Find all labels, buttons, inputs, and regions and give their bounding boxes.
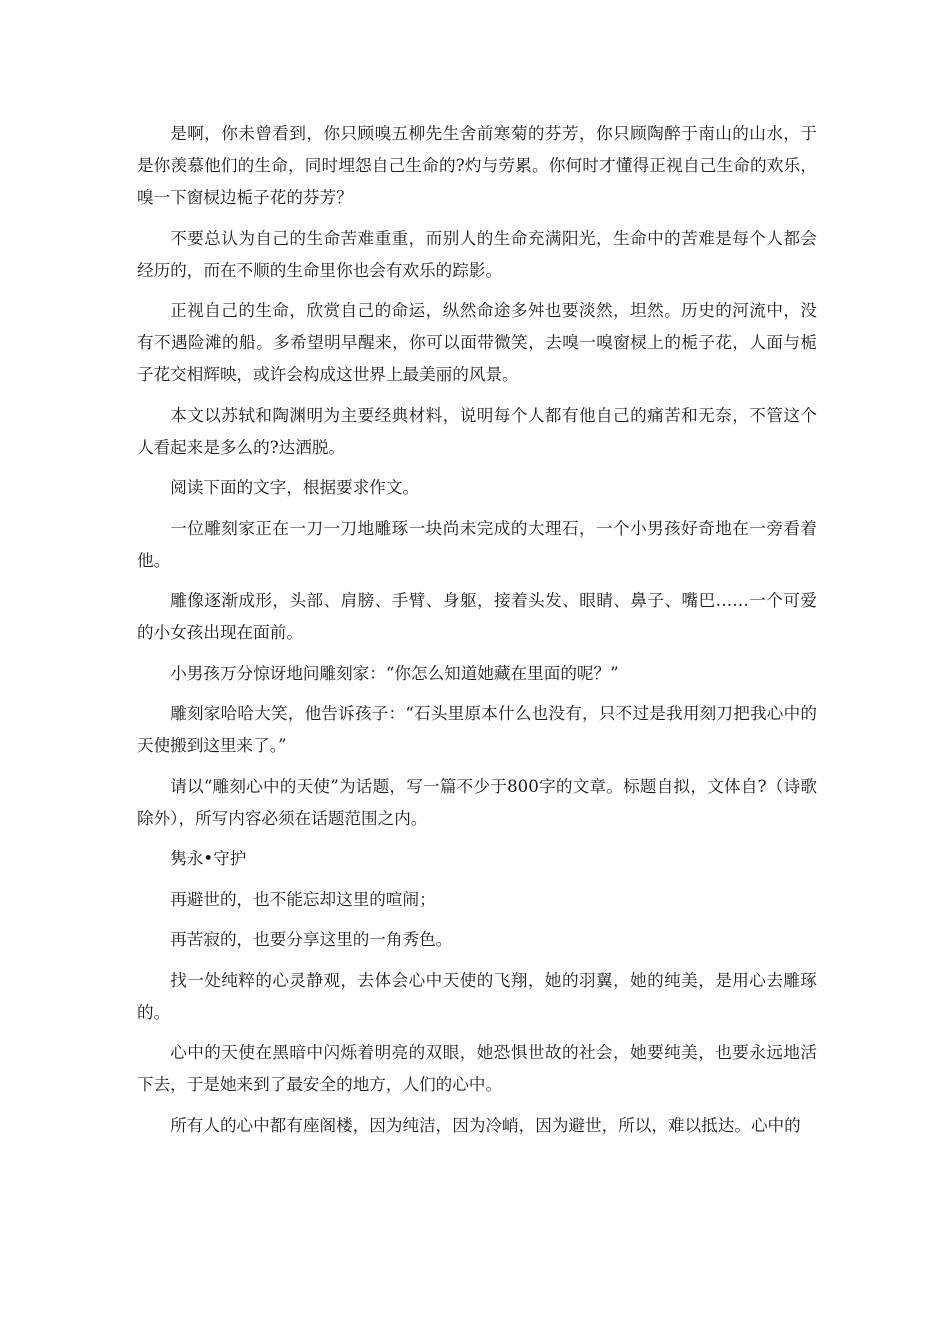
paragraph: 本文以苏轼和陶渊明为主要经典材料，说明每个人都有他自己的痛苦和无奈，不管这个人看起来是多么的?达洒脱。 bbox=[137, 405, 817, 457]
paragraph: 一位雕刻家正在一刀一刀地雕琢一块尚未完成的大理石，一个小男孩好奇地在一旁看着他。 bbox=[137, 518, 817, 570]
paragraph: 再苦寂的，也要分享这里的一角秀色。 bbox=[170, 930, 453, 949]
paragraph: 正视自己的生命，欣赏自己的命运，纵然命途多舛也要淡然，坦然。历史的河流中，没有不遇险滩的船。多希望明早醒来，你可以面带微笑，去嗅一嗅窗棂上的栀子花，人面与栀子花交相辉映，或许会构成这世界上最美丽的风景。 bbox=[137, 301, 817, 384]
paragraph: 请以“雕刻心中的天使”为话题，写一篇不少于800字的文章。标题自拟，文体自?（诗歌除外），所写内容必须在话题范围之内。 bbox=[137, 776, 817, 828]
paragraph: 再避世的，也不能忘却这里的喧闹； bbox=[170, 889, 436, 909]
paragraph: 是啊，你未曾看到，你只顾嗅五柳先生舍前寒菊的芬芳，你只顾陶醉于南山的山水，于是你羡慕他们的生命，同时埋怨自己生命的?灼与劳累。你何时才懂得正视自己生命的欢乐，嗅一下窗棂边栀子花的芬芳？ bbox=[137, 124, 817, 207]
paragraph: 找一处纯粹的心灵静观，去体会心中天使的飞翔，她的羽翼，她的纯美，是用心去雕琢的。 bbox=[137, 970, 817, 1022]
paragraph: 心中的天使在黑暗中闪烁着明亮的双眼，她恐惧世故的社会，她要纯美，也要永远地活下去，于是她来到了最安全的地方，人们的心中。 bbox=[137, 1043, 817, 1094]
document-body bbox=[137, 118, 817, 1150]
paragraph: 所有人的心中都有座阁楼，因为纯洁，因为冷峭，因为避世，所以，难以抵达。心中的 bbox=[170, 1115, 801, 1135]
paragraph: 小男孩万分惊讶地问雕刻家：“你怎么知道她藏在里面的呢？” bbox=[170, 663, 619, 683]
paragraph: 阅读下面的文字，根据要求作文。 bbox=[170, 478, 420, 497]
paragraph: 雕像逐渐成形，头部、肩膀、手臂、身躯，接着头发、眼睛、鼻子、嘴巴……一个可爱的小女孩出现在面前。 bbox=[137, 591, 817, 642]
paragraph: 不要总认为自己的生命苦难重重，而别人的生命充满阳光，生命中的苦难是每个人都会经历的，而在不顺的生命里你也会有欢乐的踪影。 bbox=[137, 228, 817, 280]
paragraph: 雕刻家哈哈大笑，他告诉孩子：“石头里原本什么也没有，只不过是我用刻刀把我心中的天使搬到这里来了。” bbox=[137, 704, 817, 755]
section-title: 隽永•守护 bbox=[170, 849, 247, 868]
